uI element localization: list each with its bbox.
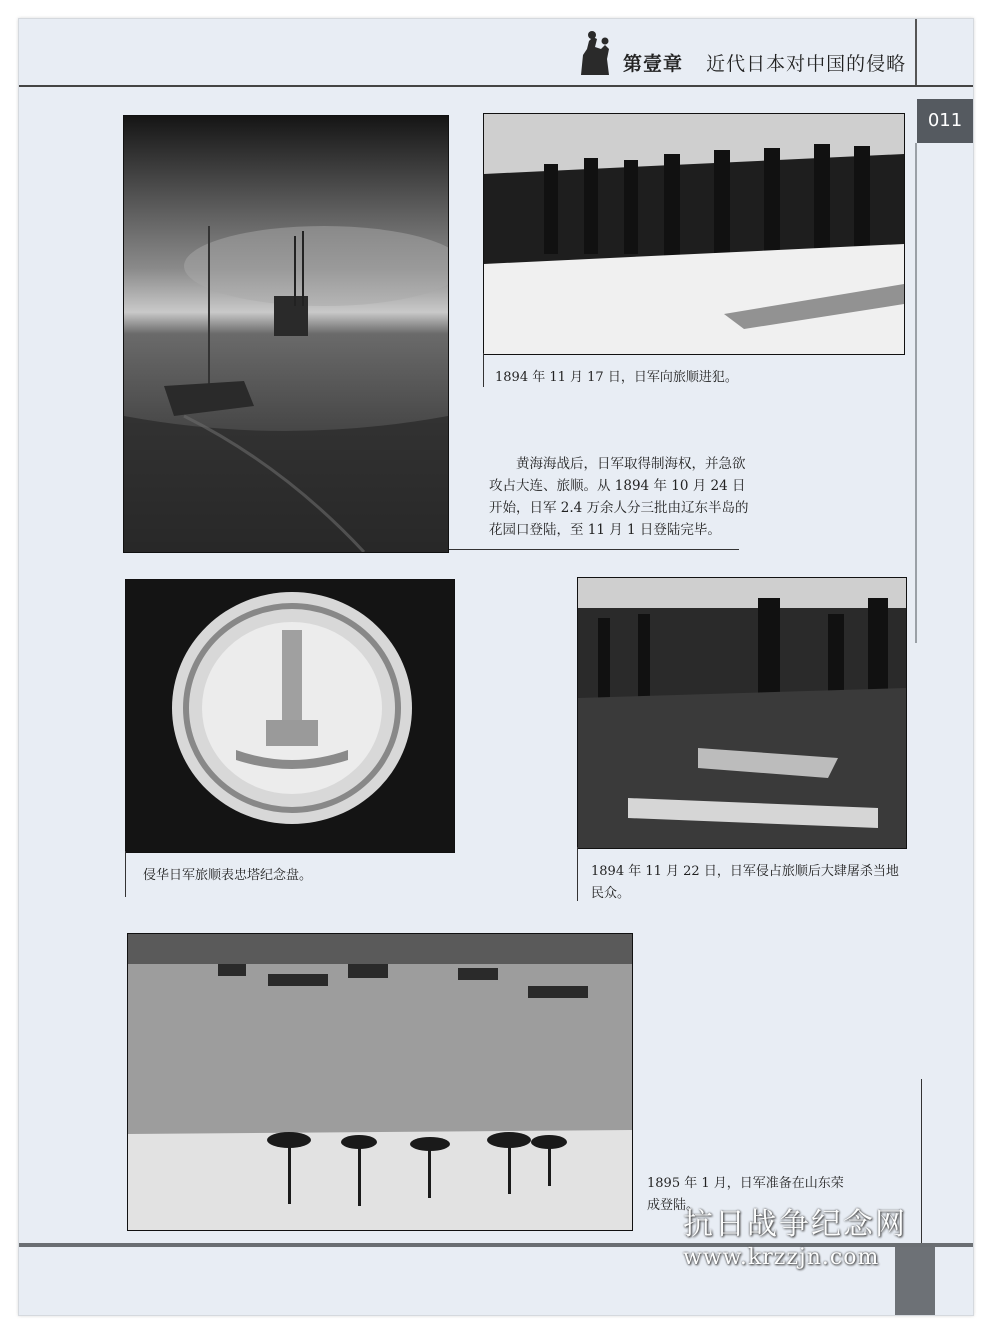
photo-shandong-landing	[127, 933, 633, 1231]
caption-rule	[125, 851, 126, 897]
photo-massacre	[577, 577, 907, 849]
caption-rule	[921, 1079, 922, 1249]
caption-march: 1894 年 11 月 17 日，日军向旅顺进犯。	[495, 370, 738, 385]
header-rule	[19, 85, 973, 87]
chapter-title: 近代日本对中国的侵略	[706, 53, 907, 75]
paragraph-rule	[449, 549, 739, 550]
chapter-number: 第壹章	[623, 53, 684, 75]
page-number: 011	[917, 99, 973, 143]
caption-rule	[577, 847, 578, 901]
caption-rule	[483, 353, 484, 387]
book-page	[18, 18, 974, 1316]
watermark-url: www.krzzjn.com	[683, 1245, 880, 1270]
photo-troops-marching	[483, 113, 905, 355]
caption-massacre: 1894 年 11 月 22 日，日军侵占旅顺后大肆屠杀当地民众。	[591, 864, 899, 901]
paragraph-landing: 黄海海战后，日军取得制海权，并急欲攻占大连、旅顺。从 1894 年 10 月 24 日开始，日军 2.4 万余人分三批由辽东半岛的花园口登陆，至 11 月 1 日登陆完毕。	[489, 456, 749, 538]
header-divider	[915, 19, 917, 87]
soldier-silhouette-icon	[575, 29, 615, 75]
photo-commemorative-plate	[125, 579, 455, 853]
chapter-header	[623, 49, 906, 76]
caption-plate: 侵华日军旅顺表忠塔纪念盘。	[143, 868, 313, 883]
side-rule	[915, 143, 917, 643]
caption-shandong: 1895 年 1 月，日军准备在山东荣成登陆。	[647, 1176, 844, 1213]
photo-warships-at-sea	[123, 115, 449, 553]
site-watermark	[683, 1199, 907, 1270]
watermark-title: 抗日战争纪念网	[683, 1207, 907, 1242]
